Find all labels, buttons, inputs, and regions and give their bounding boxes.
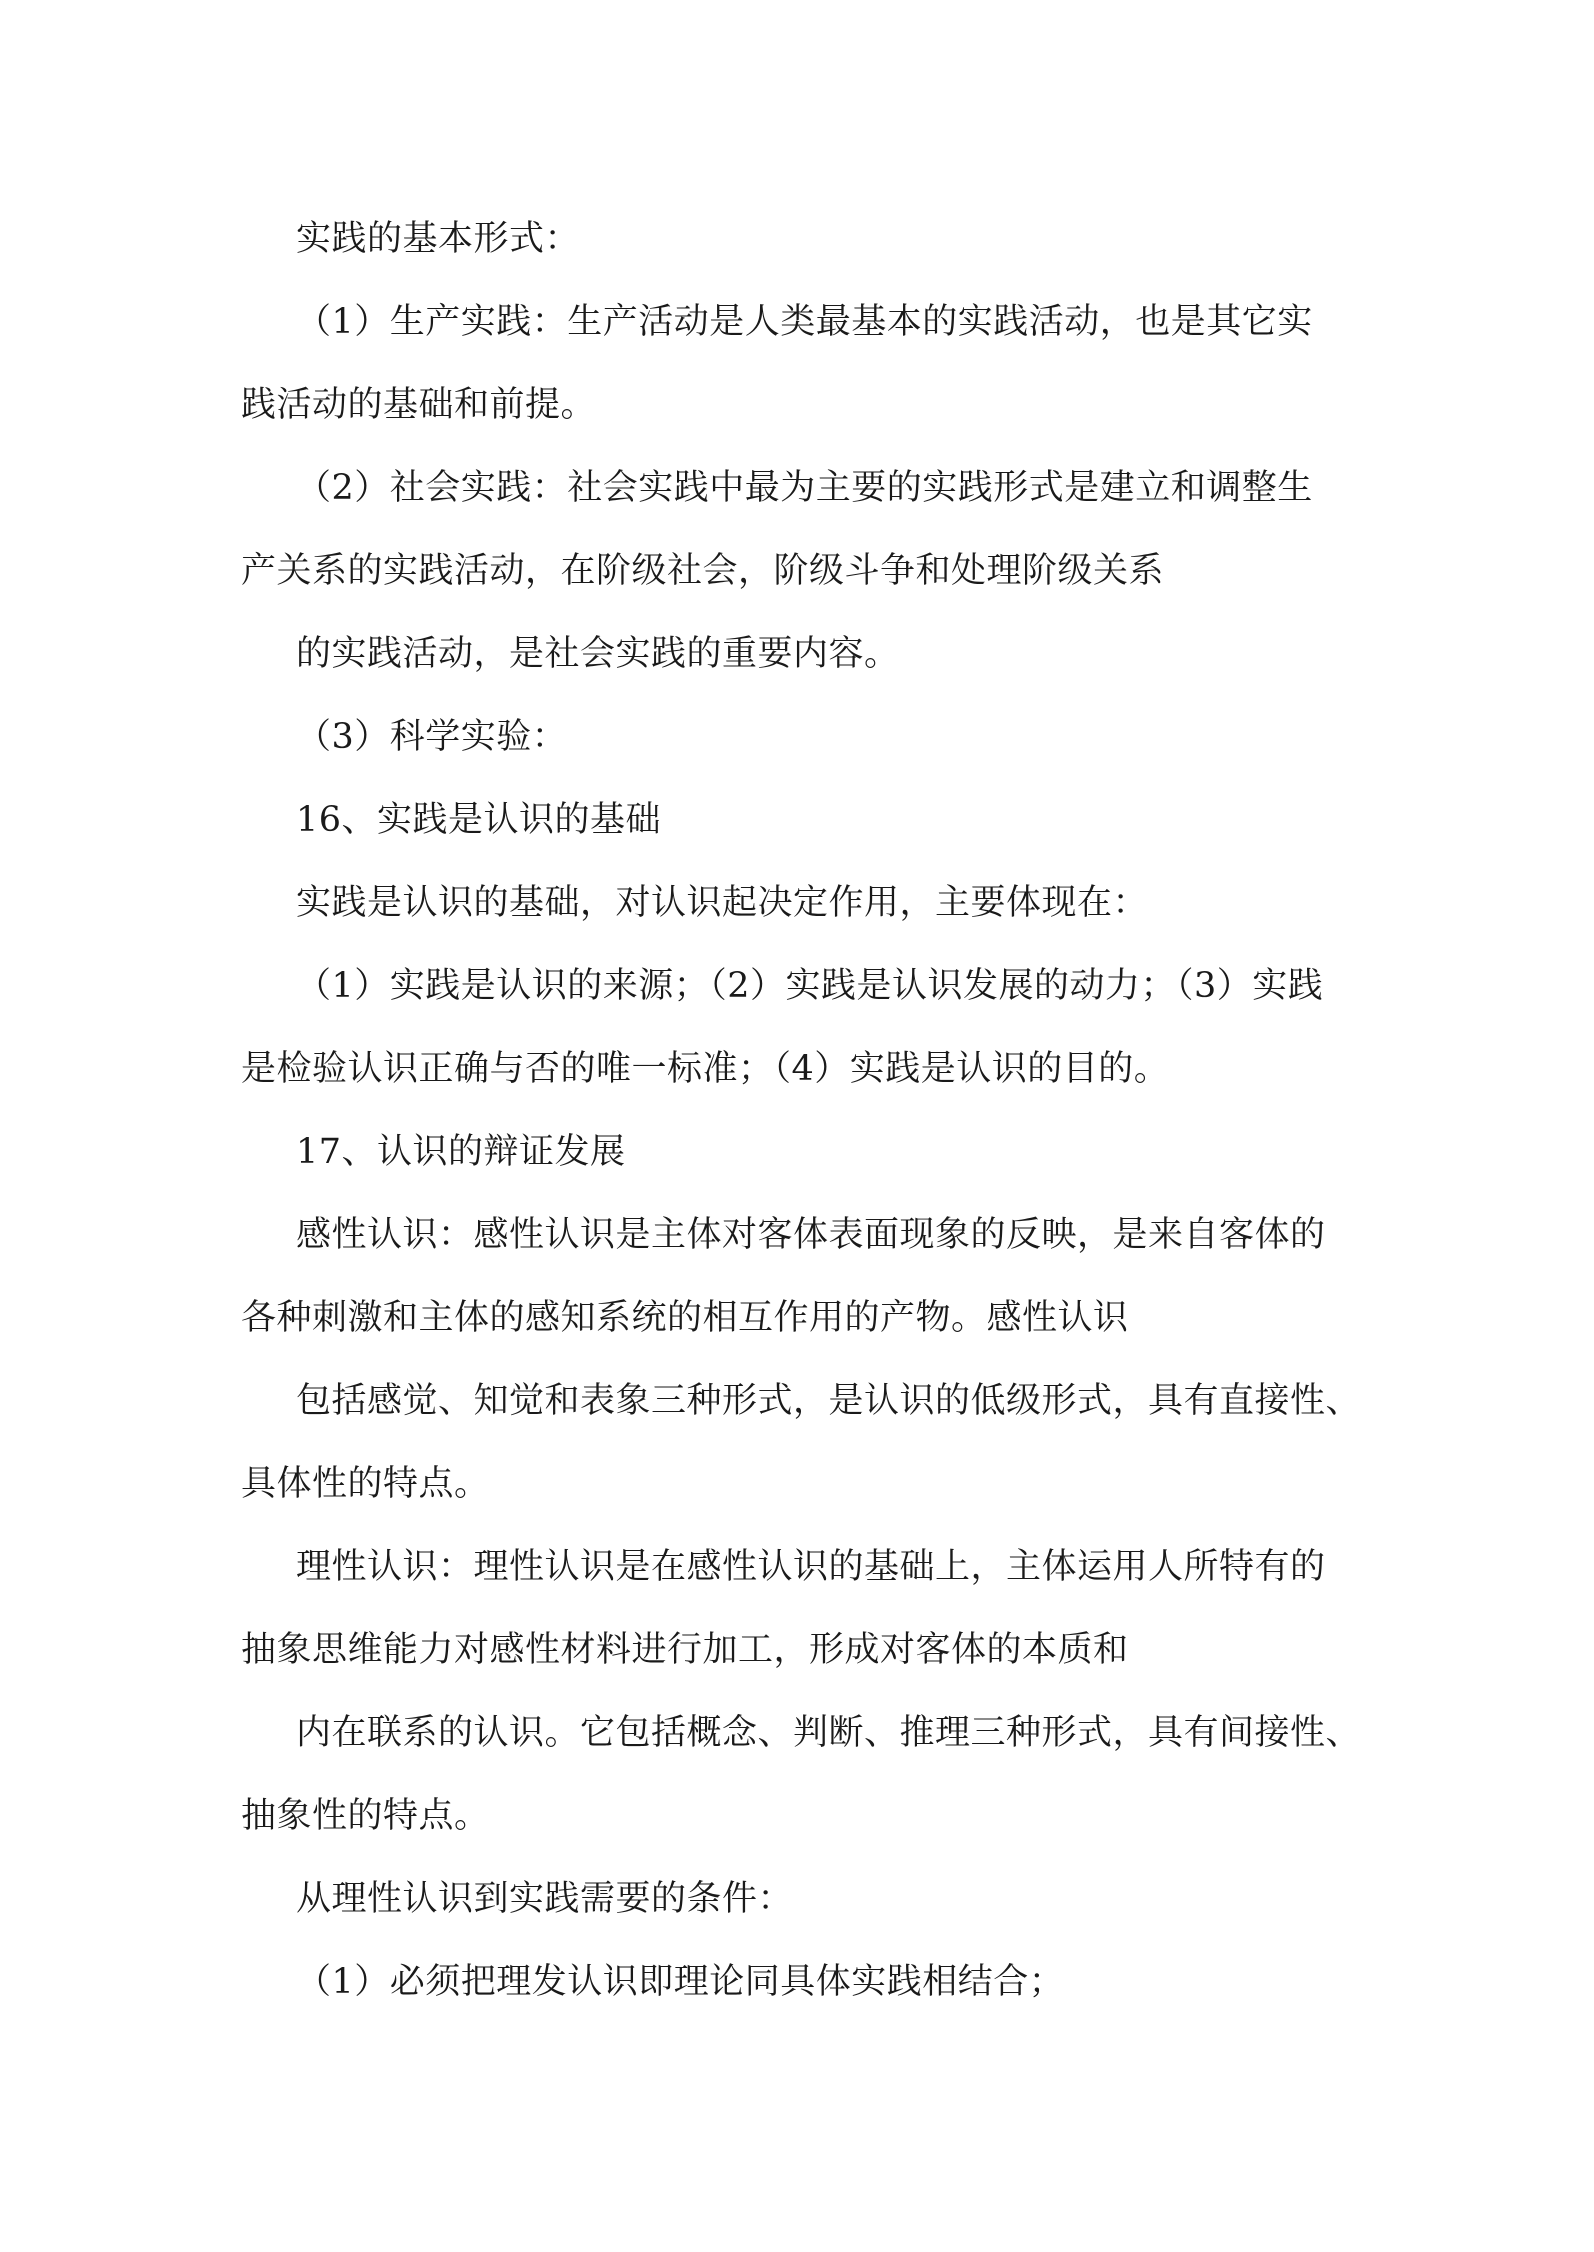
paragraph-line: （2）社会实践：社会实践中最为主要的实践形式是建立和调整生 [296, 468, 1313, 508]
paragraph-line: 产关系的实践活动，在阶级社会，阶级斗争和处理阶级关系 [241, 551, 1165, 591]
paragraph-line: 各种刺激和主体的感知系统的相互作用的产物。感性认识 [241, 1298, 1129, 1338]
paragraph-line: （1）实践是认识的来源；（2）实践是认识发展的动力；（3）实践 [296, 966, 1324, 1006]
paragraph-line: 实践的基本形式： [296, 219, 581, 259]
paragraph-line: 是检验认识正确与否的唯一标准；（4）实践是认识的目的。 [241, 1049, 1170, 1089]
paragraph-line: 内在联系的认识。它包括概念、判断、推理三种形式，具有间接性、 [296, 1713, 1362, 1753]
paragraph-line: 感性认识：感性认识是主体对客体表面现象的反映，是来自客体的 [296, 1215, 1326, 1255]
paragraph-line: 实践是认识的基础，对认识起决定作用，主要体现在： [296, 883, 1149, 923]
section-heading: 17、认识的辩证发展 [296, 1132, 626, 1172]
paragraph-line: （1）生产实践：生产活动是人类最基本的实践活动，也是其它实 [296, 302, 1313, 342]
paragraph-line: 具体性的特点。 [241, 1464, 490, 1504]
paragraph-line: 包括感觉、知觉和表象三种形式，是认识的低级形式，具有直接性、 [296, 1381, 1362, 1421]
paragraph-line: 践活动的基础和前提。 [241, 385, 597, 425]
paragraph-line: 的实践活动，是社会实践的重要内容。 [296, 634, 900, 674]
paragraph-line: 抽象性的特点。 [241, 1796, 490, 1836]
paragraph-line: 抽象思维能力对感性材料进行加工，形成对客体的本质和 [241, 1630, 1129, 1670]
paragraph-line: （1）必须把理发认识即理论同具体实践相结合； [296, 1962, 1065, 2002]
section-heading: 16、实践是认识的基础 [296, 800, 662, 840]
paragraph-line: （3）科学实验： [296, 717, 568, 757]
paragraph-line: 理性认识：理性认识是在感性认识的基础上，主体运用人所特有的 [296, 1547, 1326, 1587]
paragraph-line: 从理性认识到实践需要的条件： [296, 1879, 794, 1919]
